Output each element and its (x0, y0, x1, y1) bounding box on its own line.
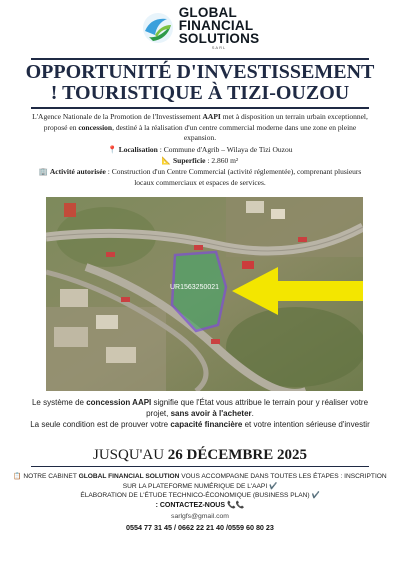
intro-text-3: , destiné à la réalisation d'un centre commercial moderne dans une zone en pleine expansion. (112, 122, 357, 142)
superficie-line (30, 156, 370, 167)
bottom-text-4: La seule condition est de prouver votre (30, 420, 171, 429)
intro-text-1: L'Agence Nationale de la Promotion de l'Investissement (32, 112, 203, 121)
cabinet-services (12, 472, 388, 501)
parcel-label: UR1563250021 (170, 284, 220, 291)
superficie-label: Superficie (173, 156, 206, 165)
cabinet-text-3: ÉLABORATION DE L'ÉTUDE TECHNICO-ÉCONOMIQUE (BUSINESS PLAN) ✔️ (80, 492, 320, 500)
logo-sub: SARL (211, 45, 227, 50)
bottom-text-1: Le système de (31, 398, 87, 407)
bottom-bold-1: concession AAPI (86, 398, 152, 407)
bottom-text-5: et votre intention sérieuse d'investir (242, 420, 370, 429)
cabinet-text-1: 📋 NOTRE CABINET (13, 473, 79, 480)
building-icon: 🏢 (38, 167, 48, 176)
logo-line-3: SOLUTIONS (178, 31, 260, 46)
localisation-label: Localisation (118, 145, 158, 154)
localisation-value: : Commune d'Agrib – Wilaya de Tizi Ouzou (157, 145, 293, 154)
intro-concession: concession (78, 122, 113, 132)
cabinet-text-2: VOUS ACCOMPAGNE DANS TOUTES LES ÉTAPES : INSCRIPTION SUR LA PLATEFORME NUMÉRIQUE DE L'AAPI ✔️ (122, 473, 387, 490)
header (0, 4, 400, 52)
deadline-prefix: JUSQU'AU (93, 447, 168, 463)
aerial-map-image (46, 197, 363, 391)
superficie-value: : 2.860 m² (205, 156, 239, 165)
localisation-line (30, 145, 370, 156)
cabinet-name: GLOBAL FINANCIAL SOLUTION (78, 473, 180, 480)
activite-label: Activité autorisée (49, 167, 106, 176)
intro-aapi: AAPI (202, 112, 221, 121)
intro-paragraph (30, 112, 370, 144)
ruler-icon: 📐 (161, 156, 172, 165)
activite-line (30, 167, 370, 188)
deadline-date: 26 DÉCEMBRE 2025 (167, 447, 307, 463)
bottom-text-2: signifie que l'État vous attribue le terrain pour y réaliser votre projet, (146, 398, 369, 418)
concession-explanation (30, 397, 370, 430)
top-divider (31, 58, 369, 60)
bottom-bold-3: capacité financière (170, 420, 243, 429)
page-title: OPPORTUNITÉ D'INVESTISSEMENT ! TOURISTIQUE À TIZI-OUZOU (25, 61, 375, 104)
deadline (20, 446, 380, 464)
activite-value: : Construction d'un Centre Commercial (activité réglementée), comprenant plusieurs locaux commerciaux et espaces de services. (105, 167, 362, 187)
bottom-text-3: . (251, 409, 254, 418)
pin-icon: 📍 (107, 145, 117, 154)
bottom-bold-2: sans avoir à l'acheter (170, 409, 252, 418)
logo-line-1: GLOBAL (178, 5, 237, 20)
title-divider (31, 107, 369, 109)
intro-text-2: met à disposition un terrain urbain exceptionnel, proposé en (43, 112, 368, 132)
logo-line-2: FINANCIAL (178, 18, 254, 33)
contact-label: : CONTACTEZ-NOUS 📞📞 (155, 502, 245, 509)
contact-email[interactable]: sarlgfs@gmail.com (171, 513, 229, 520)
globe-logo-icon (141, 11, 175, 45)
company-logo (141, 6, 260, 50)
contact-phones[interactable]: 0554 77 31 45 / 0662 22 21 40 /0559 60 80 23 (126, 523, 274, 532)
deadline-divider (31, 466, 369, 467)
